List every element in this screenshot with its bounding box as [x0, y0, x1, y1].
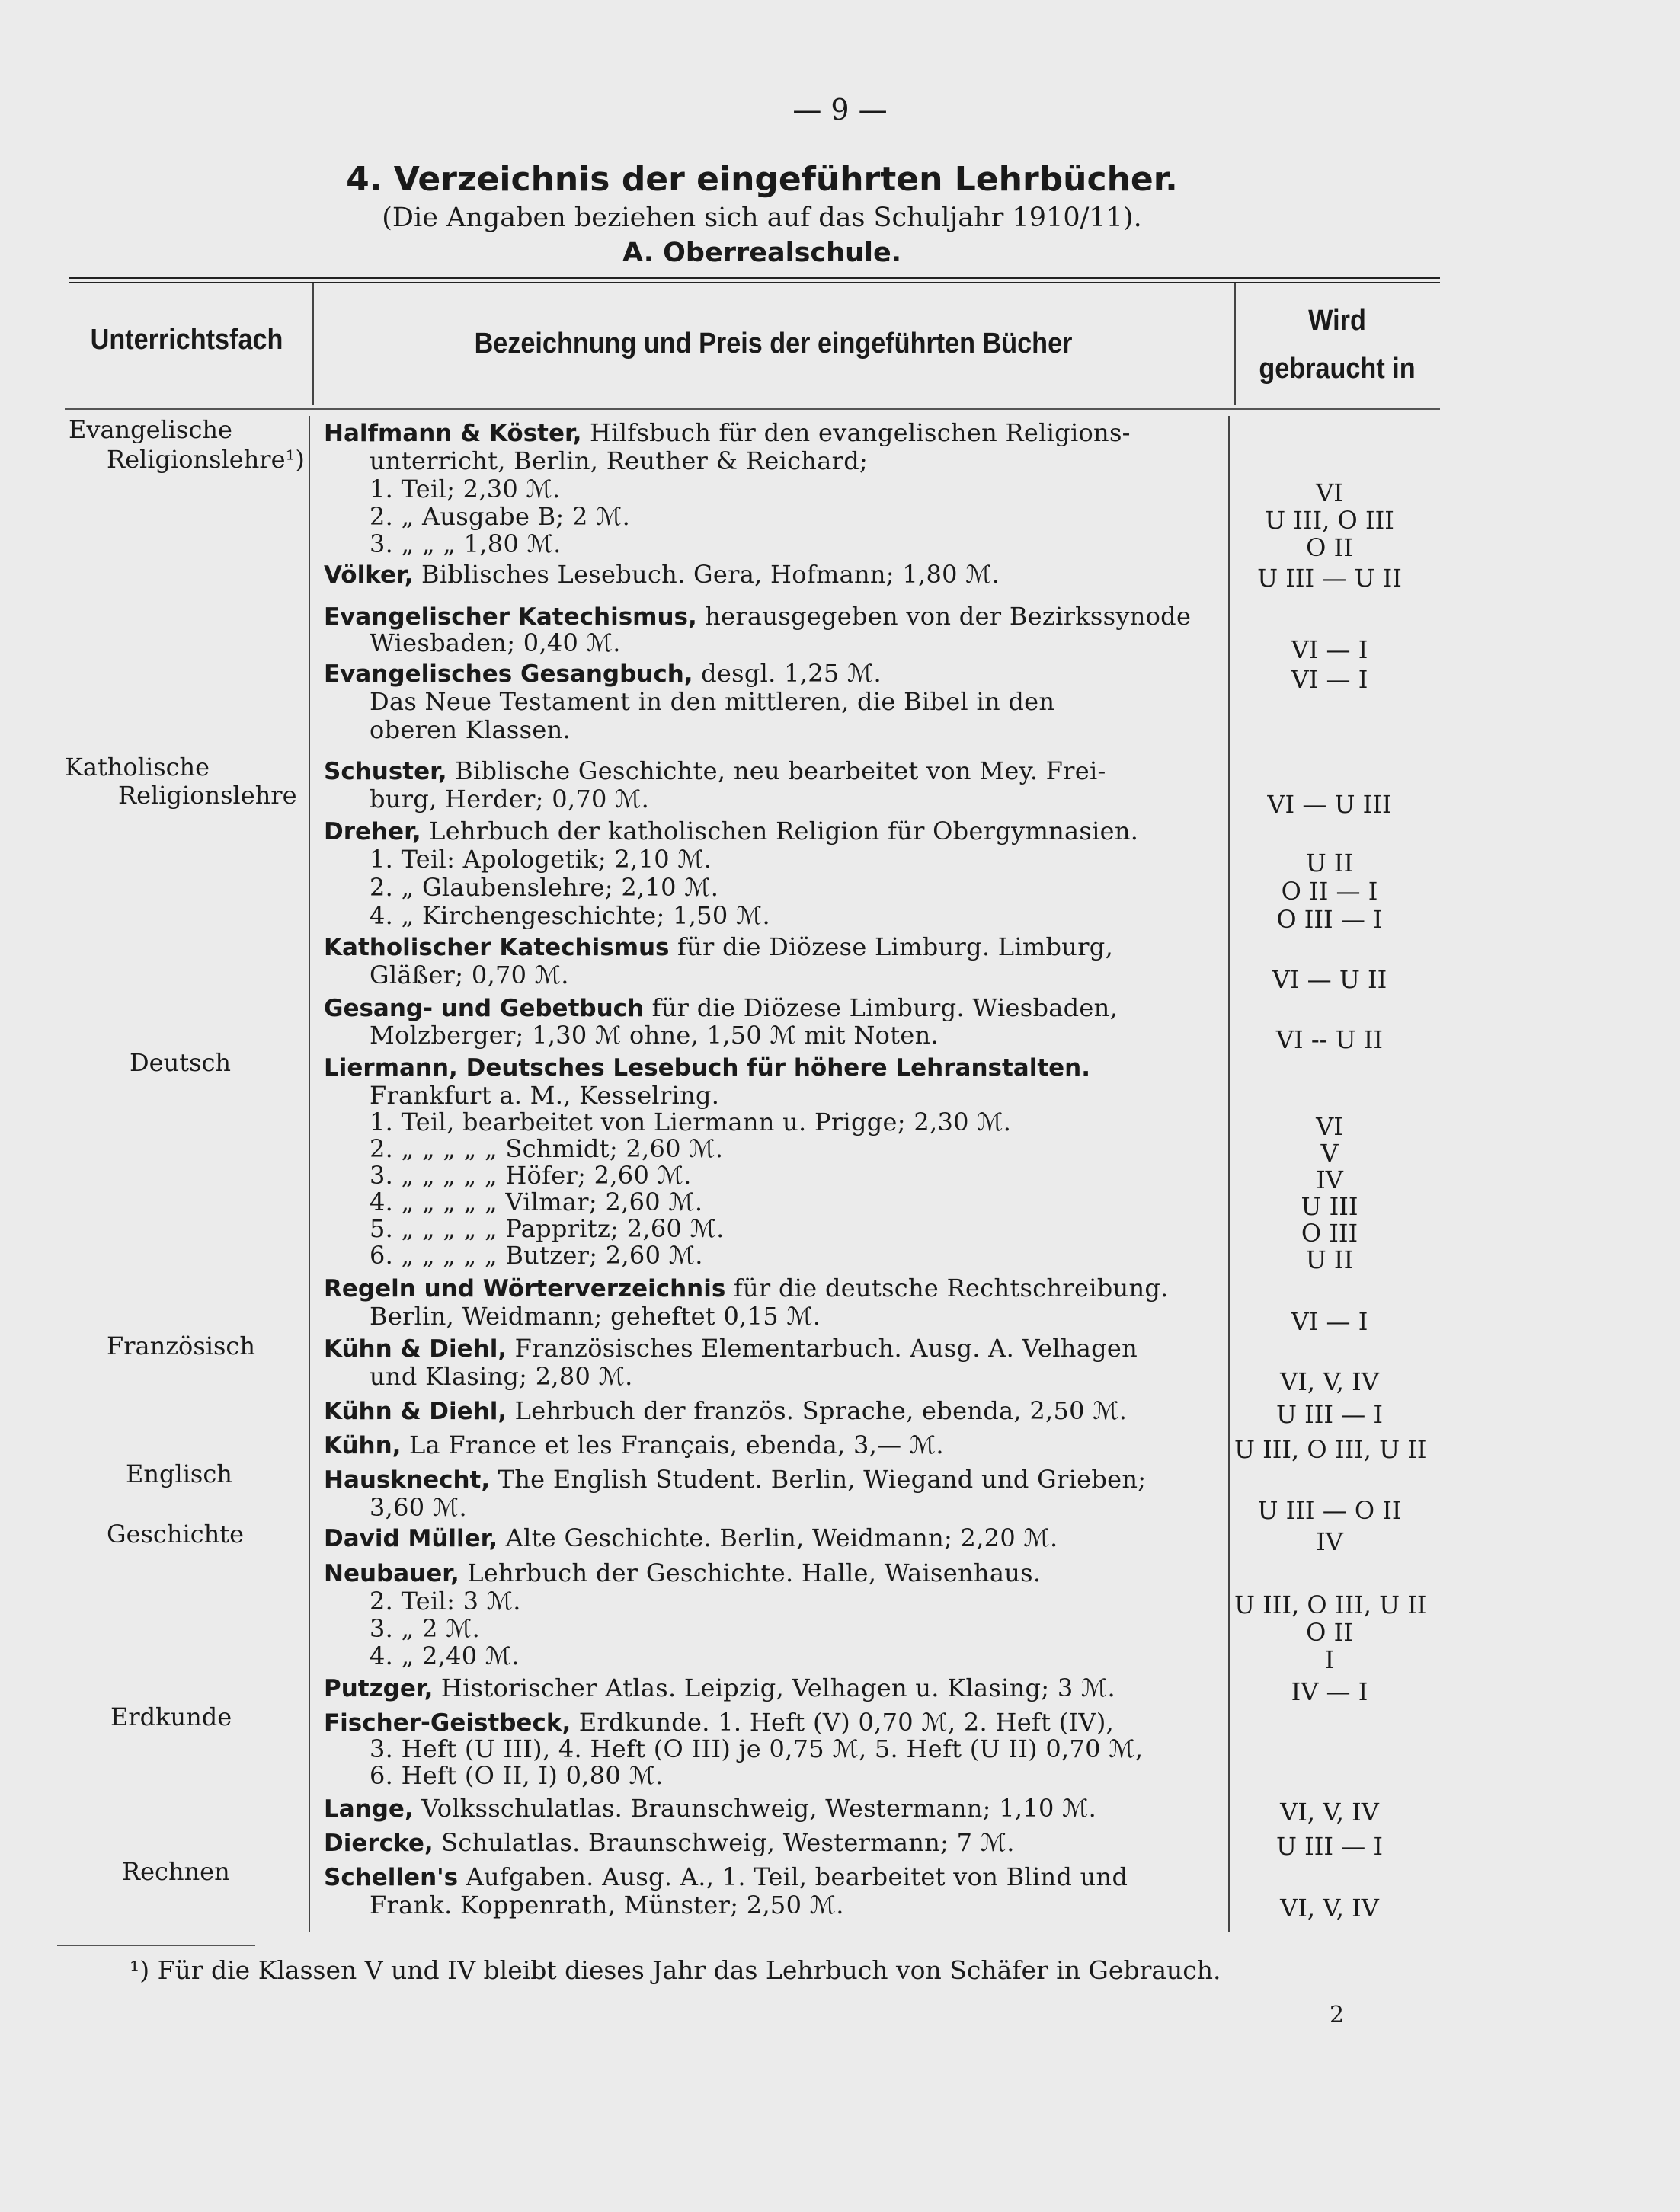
book-line: [324, 1709, 1219, 1737]
subject-franz: Französisch: [107, 1331, 255, 1360]
class-cell: VI -- U II: [1275, 1025, 1384, 1054]
book-text: Lehrbuch der katholischen Religion für Obergymnasien.: [429, 817, 1139, 845]
book-author: Evangelischer Katechismus,: [324, 603, 697, 631]
book-line: [324, 1524, 1219, 1553]
page-number: — 9 —: [792, 93, 888, 126]
book-line: [324, 1674, 1219, 1703]
class-cell: O III — I: [1276, 905, 1383, 934]
subject-ev-2: Religionslehre¹): [107, 445, 305, 474]
subject-rechnen: Rechnen: [122, 1857, 230, 1886]
book-author: Kühn,: [324, 1432, 402, 1459]
book-text: für die deutsche Rechtschreibung.: [733, 1274, 1169, 1303]
book-line: unterricht, Berlin, Reuther & Reichard;: [370, 446, 869, 475]
header-books: Bezeichnung und Preis der eingeführten Bücher: [474, 328, 1073, 360]
class-cell: U II: [1305, 1245, 1354, 1274]
header-subject: Unterrichtsfach: [90, 324, 283, 356]
signature-mark: 2: [1330, 2002, 1345, 2028]
book-line: [324, 1795, 1219, 1824]
class-cell: U III: [1301, 1192, 1358, 1221]
book-line: 3. „ 2 ℳ.: [370, 1614, 481, 1643]
subject-deutsch: Deutsch: [130, 1048, 232, 1077]
book-text: Hilfsbuch für den evangelischen Religions-: [590, 418, 1131, 447]
book-author: Putzger,: [324, 1675, 434, 1702]
class-cell: O III: [1301, 1219, 1358, 1248]
page-title: 4. Verzeichnis der eingeführten Lehrbücher.: [346, 160, 1178, 199]
class-cell: U III — U II: [1257, 564, 1402, 593]
book-line: 5. „ „ „ „ „ Pappritz; 2,60 ℳ.: [370, 1214, 725, 1243]
book-line: 4. „ Kirchengeschichte; 1,50 ℳ.: [370, 901, 770, 930]
book-line: [324, 1829, 1219, 1858]
book-author: Schellen's: [324, 1864, 459, 1891]
header-bottom-rule: [65, 408, 1440, 410]
book-text: desgl. 1,25 ℳ.: [701, 659, 882, 688]
book-text: für die Diözese Limburg. Wiesbaden,: [651, 993, 1118, 1022]
book-line: Gläßer; 0,70 ℳ.: [370, 961, 569, 989]
class-cell: U III, O III, U II: [1234, 1435, 1427, 1464]
book-text: Volksschulatlas. Braunschweig, Westermann; 1,10 ℳ.: [421, 1794, 1097, 1823]
class-cell: V: [1320, 1139, 1339, 1168]
book-line: Berlin, Weidmann; geheftet 0,15 ℳ.: [370, 1302, 821, 1331]
book-author: Kühn & Diehl,: [324, 1335, 507, 1363]
section-title: A. Oberrealschule.: [622, 238, 902, 268]
class-cell: U III — I: [1275, 1832, 1384, 1861]
column-divider-1: [309, 416, 310, 1932]
subject-kath-1: Katholische: [65, 753, 210, 782]
header-used-in-2: gebraucht in: [1259, 353, 1416, 385]
book-line: 1. Teil: Apologetik; 2,10 ℳ.: [370, 845, 712, 874]
book-author: Halfmann & Köster,: [324, 420, 582, 447]
class-cell: IV: [1316, 1527, 1343, 1556]
book-line: 1. Teil, bearbeitet von Liermann u. Prigge; 2,30 ℳ.: [370, 1108, 1012, 1136]
book-text: Lehrbuch der französ. Sprache, ebenda, 2,50 ℳ.: [514, 1396, 1128, 1425]
book-author: David Müller,: [324, 1525, 498, 1552]
subject-gesch: Geschichte: [107, 1520, 245, 1549]
class-cell: VI: [1316, 1112, 1343, 1141]
book-text: herausgegeben von der Bezirkssynode: [705, 602, 1192, 631]
subject-kath-2: Religionslehre: [118, 781, 297, 810]
book-text: Aufgaben. Ausg. A., 1. Teil, bearbeitet von Blind und: [466, 1862, 1128, 1891]
class-cell: U II: [1305, 849, 1354, 877]
class-cell: O II: [1306, 1618, 1353, 1647]
book-line: Frankfurt a. M., Kesselring.: [370, 1081, 720, 1110]
book-text: Französisches Elementarbuch. Ausg. A. Velhagen: [514, 1334, 1138, 1363]
book-author: Gesang- und Gebetbuch: [324, 995, 645, 1022]
book-author: Lange,: [324, 1795, 414, 1823]
book-text: La France et les Français, ebenda, 3,— ℳ.: [408, 1430, 944, 1459]
book-author: Liermann, Deutsches Lesebuch für höhere Lehranstalten.: [324, 1054, 1091, 1082]
book-line: Das Neue Testament in den mittleren, die Bibel in den: [370, 687, 1055, 716]
class-cell: U III, O III: [1265, 506, 1394, 535]
book-author: Fischer-Geistbeck,: [324, 1709, 571, 1737]
book-author: Katholischer Katechismus: [324, 934, 670, 961]
book-line: und Klasing; 2,80 ℳ.: [370, 1362, 633, 1391]
book-line: 3. „ „ „ „ „ Höfer; 2,60 ℳ.: [370, 1161, 692, 1190]
book-line: [324, 1466, 1219, 1494]
book-text: für die Diözese Limburg. Limburg,: [677, 932, 1114, 961]
class-cell: VI — U III: [1267, 790, 1392, 819]
header-divider-1: [312, 283, 314, 405]
book-line: [324, 1431, 1219, 1460]
footnote: ¹) Für die Klassen V und IV bleibt dieses Jahr das Lehrbuch von Schäfer in Gebrauch.: [130, 1955, 1221, 1985]
subject-erdk: Erdkunde: [110, 1702, 232, 1731]
book-line: burg, Herder; 0,70 ℳ.: [370, 785, 650, 814]
page-subtitle: (Die Angaben beziehen sich auf das Schuljahr 1910/11).: [382, 203, 1142, 233]
book-author: Diercke,: [324, 1830, 434, 1857]
book-author: Neubauer,: [324, 1560, 459, 1587]
book-line: [324, 817, 1219, 846]
book-line: [324, 757, 1219, 786]
book-line: [324, 1559, 1219, 1588]
book-line: [324, 1397, 1219, 1426]
book-line: 4. „ „ „ „ „ Vilmar; 2,60 ℳ.: [370, 1188, 703, 1216]
class-cell: U III — I: [1275, 1400, 1384, 1429]
header-used-in-1: Wird: [1308, 305, 1366, 337]
book-text: Erdkunde. 1. Heft (V) 0,70 ℳ, 2. Heft (IV),: [578, 1708, 1115, 1737]
class-cell: IV: [1316, 1165, 1343, 1194]
book-line: 3,60 ℳ.: [370, 1493, 467, 1522]
book-author: Kühn & Diehl,: [324, 1398, 507, 1425]
class-cell: O II — I: [1281, 877, 1378, 906]
table-top-rule: [69, 276, 1440, 279]
book-line: [324, 933, 1219, 962]
class-cell: VI, V, IV: [1280, 1894, 1379, 1923]
book-line: 3. „ „ „ 1,80 ℳ.: [370, 529, 562, 558]
book-author: Evangelisches Gesangbuch,: [324, 660, 693, 688]
book-line: [324, 1274, 1219, 1303]
class-cell: VI, V, IV: [1280, 1798, 1379, 1827]
table-top-rule-thin: [69, 282, 1440, 283]
book-line: Wiesbaden; 0,40 ℳ.: [370, 628, 621, 657]
book-author: Völker,: [324, 561, 414, 589]
class-cell: VI — I: [1291, 665, 1368, 694]
book-line: Molzberger; 1,30 ℳ ohne, 1,50 ℳ mit Noten.: [370, 1021, 939, 1050]
book-line: [324, 603, 1219, 631]
book-author: Schuster,: [324, 758, 447, 785]
book-line: 2. Teil: 3 ℳ.: [370, 1587, 521, 1616]
book-author: Hausknecht,: [324, 1466, 491, 1494]
class-cell: IV — I: [1291, 1677, 1368, 1706]
subject-ev-1: Evangelische: [69, 415, 232, 444]
book-text: The English Student. Berlin, Wiegand und Grieben;: [498, 1465, 1147, 1494]
footnote-rule: [57, 1945, 255, 1946]
book-author: Regeln und Wörterverzeichnis: [324, 1275, 726, 1303]
book-text: Biblische Geschichte, neu bearbeitet von Mey. Frei-: [455, 756, 1106, 785]
subject-engl: Englisch: [126, 1459, 232, 1488]
header-divider-2: [1234, 283, 1236, 405]
class-cell: VI — I: [1291, 1307, 1368, 1336]
book-line: [324, 419, 1219, 448]
class-cell: VI: [1316, 478, 1343, 507]
book-line: 2. „ „ „ „ „ Schmidt; 2,60 ℳ.: [370, 1134, 724, 1163]
book-text: Lehrbuch der Geschichte. Halle, Waisenhaus.: [467, 1558, 1042, 1587]
book-text: Biblisches Lesebuch. Gera, Hofmann; 1,80 ℳ.: [421, 560, 1000, 589]
book-text: Alte Geschichte. Berlin, Weidmann; 2,20 ℳ.: [505, 1523, 1058, 1552]
book-line: 2. „ Glaubenslehre; 2,10 ℳ.: [370, 873, 719, 902]
book-text: Historischer Atlas. Leipzig, Velhagen u. Klasing; 3 ℳ.: [440, 1673, 1115, 1702]
class-cell: O II: [1306, 533, 1353, 562]
class-cell: I: [1324, 1645, 1335, 1674]
book-line: 6. „ „ „ „ „ Butzer; 2,60 ℳ.: [370, 1241, 703, 1270]
book-line: [324, 1053, 1219, 1082]
book-line: oberen Klassen.: [370, 715, 571, 744]
book-line: [324, 1335, 1219, 1363]
class-cell: VI, V, IV: [1280, 1367, 1379, 1396]
book-line: [324, 994, 1219, 1023]
book-text: Schulatlas. Braunschweig, Westermann; 7 ℳ.: [441, 1828, 1015, 1857]
book-line: [324, 561, 1219, 590]
class-cell: VI — I: [1291, 635, 1368, 664]
book-line: Frank. Koppenrath, Münster; 2,50 ℳ.: [370, 1891, 844, 1920]
book-line: [324, 1863, 1219, 1892]
class-cell: U III, O III, U II: [1234, 1590, 1427, 1619]
class-cell: U III — O II: [1257, 1496, 1402, 1525]
class-cell: VI — U II: [1272, 965, 1387, 994]
book-line: 2. „ Ausgabe B; 2 ℳ.: [370, 502, 631, 531]
book-line: 3. Heft (U III), 4. Heft (O III) je 0,75 ℳ, 5. Heft (U II) 0,70 ℳ,: [370, 1734, 1144, 1763]
book-author: Dreher,: [324, 818, 421, 845]
book-line: [324, 660, 1219, 689]
book-line: 6. Heft (O II, I) 0,80 ℳ.: [370, 1761, 664, 1790]
book-line: 4. „ 2,40 ℳ.: [370, 1641, 520, 1670]
book-line: 1. Teil; 2,30 ℳ.: [370, 475, 561, 503]
